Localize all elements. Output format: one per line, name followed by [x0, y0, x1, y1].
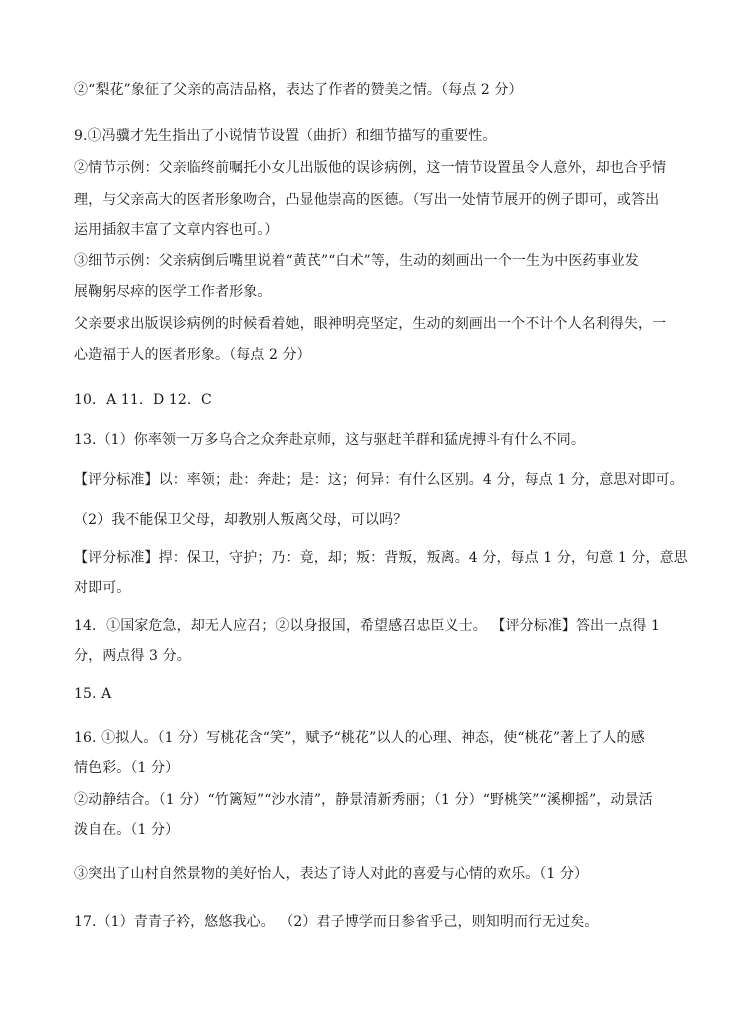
- answer-line-13-2: （2）我不能保卫父母，却教别人叛离父母，可以吗？: [74, 512, 408, 528]
- answer-line-10-12: 10．A 11．D 12．C: [74, 392, 212, 408]
- answer-line-16-3: ②动静结合。（1 分）“竹篱短”“沙水清”，静景清新秀丽；（1 分）“野桃笑”“溪柳摇”，动景活: [74, 792, 653, 808]
- answer-line-13-2-scoring-1: 【评分标准】捍：保卫，守护；乃：竟，却；叛：背叛，叛离。4 分，每点 1 分，句意 1 分，意思: [74, 550, 688, 566]
- answer-line-8-2: ②“梨花”象征了父亲的高洁品格，表达了作者的赞美之情。（每点 2 分）: [74, 82, 523, 98]
- answer-line-9-plot-1: ②情节示例：父亲临终前嘱托小女儿出版他的误诊病例，这一情节设置虽令人意外，却也合乎情: [74, 160, 667, 176]
- answer-line-9-plot-2: 理，与父亲高大的医者形象吻合，凸显他崇高的医德。（写出一处情节展开的例子即可，或答出: [74, 192, 660, 208]
- answer-line-16-1: 16. ①拟人。（1 分）写桃花含“笑”，赋予“桃花”以人的心理、神态，使“桃花”著上了人的感: [74, 730, 645, 746]
- answer-line-16-2: 情色彩。（1 分）: [74, 760, 180, 776]
- answer-line-9-detail-2: 展鞠躬尽瘁的医学工作者形象。: [74, 284, 272, 300]
- answer-line-14-1: 14．①国家危急，却无人应召；②以身报国，希望感召忠臣义士。 【评分标准】答出一点得 1: [74, 618, 661, 634]
- answer-line-15: 15. A: [74, 686, 112, 702]
- answer-line-9-detail-4: 心造福于人的医者形象。（每点 2 分）: [74, 347, 311, 363]
- answer-line-14-2: 分，两点得 3 分。: [74, 648, 191, 664]
- answer-line-9-detail-3: 父亲要求出版误诊病例的时候看着她，眼神明亮坚定，生动的刻画出一个不计个人名利得失，一: [74, 316, 667, 332]
- answer-line-9-plot-3: 运用插叙丰富了文章内容也可。）: [74, 222, 279, 238]
- answer-line-9-title: 9.①冯骥才先生指出了小说情节设置（曲折）和细节描写的重要性。: [74, 128, 497, 144]
- answer-line-16-5: ③突出了山村自然景物的美好怡人，表达了诗人对此的喜爱与心情的欢乐。（1 分）: [74, 866, 589, 882]
- answer-line-13-2-scoring-2: 对即可。: [74, 580, 131, 596]
- answer-line-9-detail-1: ③细节示例：父亲病倒后嘴里说着“黄芪”“白术”等，生动的刻画出一个一生为中医药事业发: [74, 253, 639, 269]
- answer-line-13-1: 13.（1）你率领一万多乌合之众奔赴京师，这与驱赶羊群和猛虎搏斗有什么不同。: [74, 432, 585, 448]
- answer-line-17: 17.（1）青青子衿，悠悠我心。 （2）君子博学而日参省乎己，则知明而行无过矣。: [74, 914, 599, 930]
- answer-line-13-1-scoring: 【评分标准】以：率领；赴：奔赴；是：这；何异：有什么区别。4 分，每点 1 分，意思对即可。: [74, 472, 684, 488]
- answer-line-16-4: 泼自在。（1 分）: [74, 822, 180, 838]
